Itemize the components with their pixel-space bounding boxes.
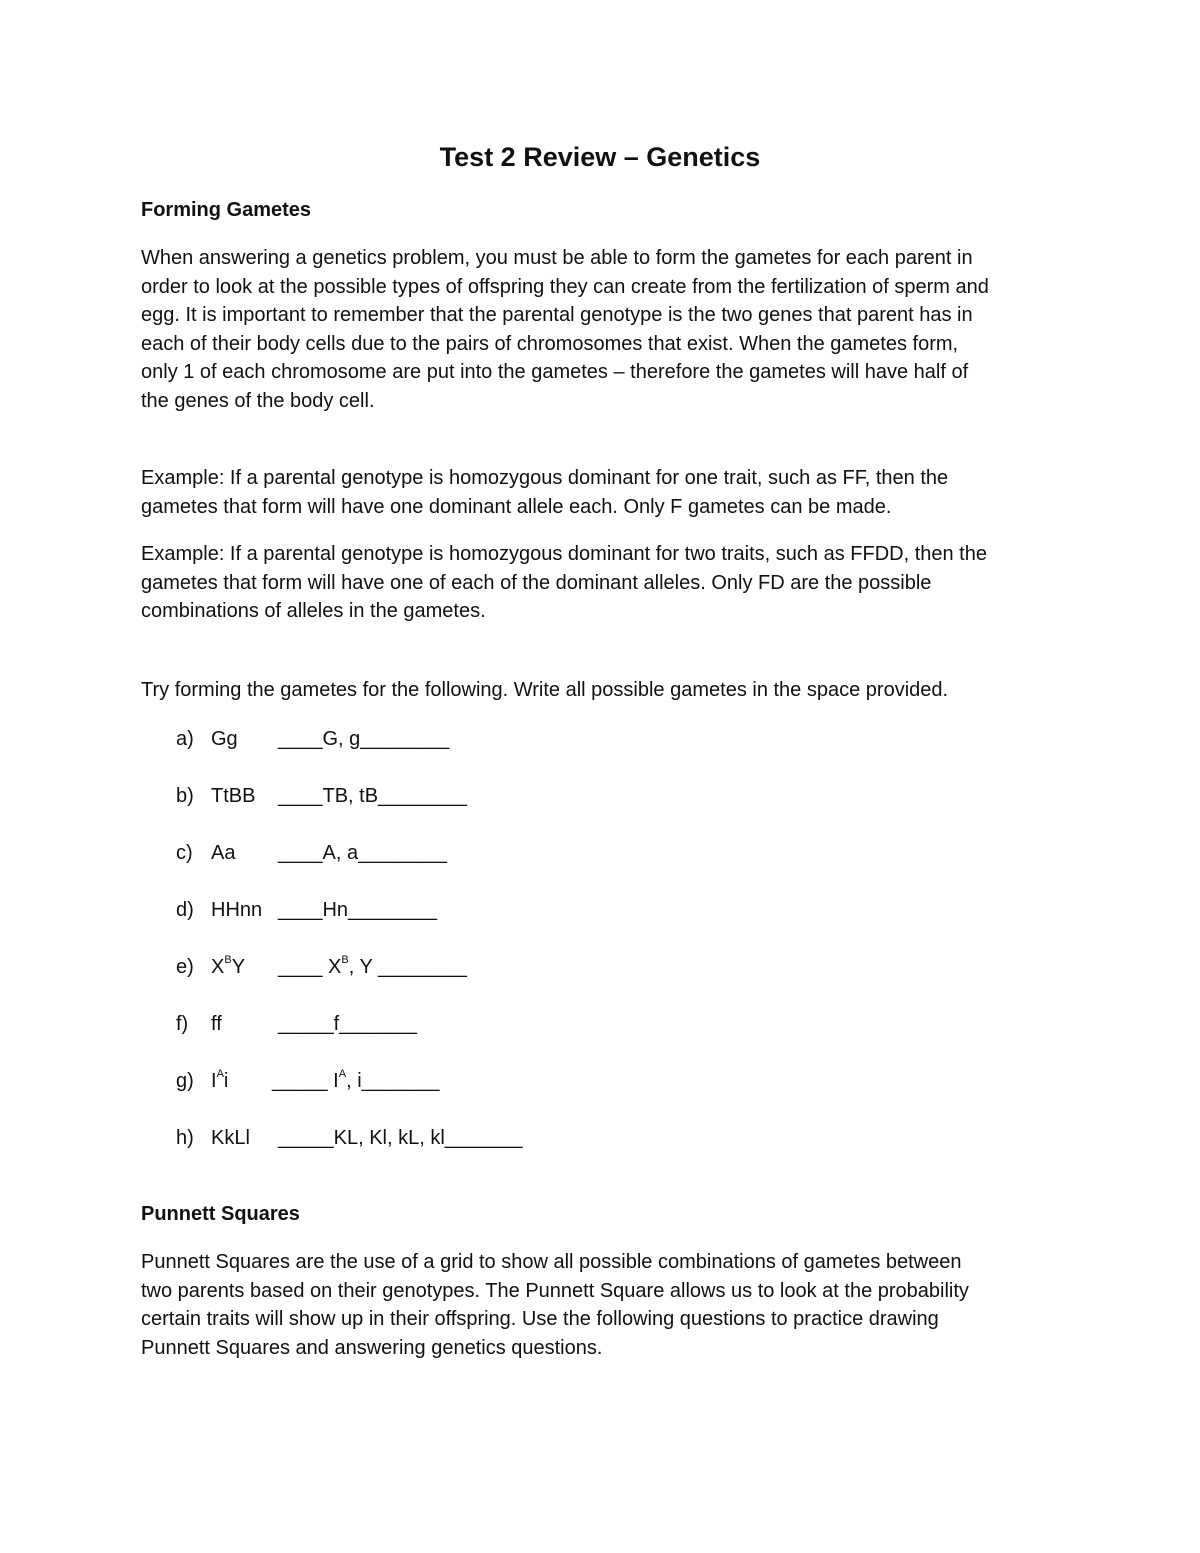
text-line: Example: If a parental genotype is homozygous dominant for one trait, such as FF, then the bbox=[141, 467, 949, 489]
text-line: order to look at the possible types of offspring they can create from the fertilization of sperm and bbox=[141, 275, 989, 298]
answer-post: , i_______ bbox=[346, 1070, 440, 1092]
item-label: f) bbox=[176, 1013, 189, 1035]
item-genotype: Gg bbox=[211, 728, 238, 750]
genotype-superscript: A bbox=[216, 1068, 224, 1081]
text-line: egg. It is important to remember that the parental genotype is the two genes that parent has in bbox=[141, 304, 973, 327]
section-heading-punnett-squares: Punnett Squares bbox=[141, 1203, 300, 1225]
item-label: c) bbox=[176, 842, 193, 864]
item-answer: _____f_______ bbox=[278, 1013, 418, 1035]
example-paragraph-1 bbox=[141, 464, 1071, 521]
item-label: d) bbox=[176, 899, 194, 921]
genotype-tail: Y bbox=[231, 956, 246, 978]
text-line: Punnett Squares and answering genetics questions. bbox=[141, 1336, 603, 1359]
answer-superscript: A bbox=[338, 1068, 347, 1081]
item-label: g) bbox=[176, 1070, 194, 1092]
answer-post: , Y ________ bbox=[348, 956, 468, 978]
answer-pre: _____ I bbox=[272, 1070, 339, 1092]
text-line: certain traits will show up in their offspring. Use the following questions to practice drawing bbox=[141, 1308, 939, 1331]
item-genotype bbox=[211, 1067, 228, 1095]
item-genotype: TtBB bbox=[211, 785, 256, 807]
text-line: the genes of the body cell. bbox=[141, 389, 375, 412]
text-line: Try forming the gametes for the following. Write all possible gametes in the space provided. bbox=[141, 679, 949, 701]
item-answer bbox=[278, 953, 467, 981]
genotype-superscript: B bbox=[224, 954, 232, 967]
text-line: gametes that form will have one dominant allele each. Only F gametes can be made. bbox=[141, 495, 892, 518]
text-line: two parents based on their genotypes. The Punnett Square allows us to look at the probability bbox=[141, 1279, 969, 1302]
text-line: When answering a genetics problem, you must be able to form the gametes for each parent in bbox=[141, 247, 973, 269]
item-answer: ____A, a________ bbox=[278, 842, 448, 864]
text-line: each of their body cells due to the pairs of chromosomes that exist. When the gametes form, bbox=[141, 332, 959, 355]
item-answer: ____TB, tB________ bbox=[278, 785, 468, 807]
item-genotype bbox=[211, 953, 245, 981]
item-genotype: Aa bbox=[211, 842, 236, 864]
item-label: a) bbox=[176, 728, 194, 750]
genotype-base: I bbox=[211, 1070, 217, 1092]
text-line: combinations of alleles in the gametes. bbox=[141, 600, 486, 623]
section-heading-forming-gametes: Forming Gametes bbox=[141, 199, 312, 221]
item-genotype: KkLl bbox=[211, 1127, 250, 1149]
instruction-paragraph bbox=[141, 676, 1071, 705]
item-genotype: ff bbox=[211, 1013, 222, 1035]
item-label: e) bbox=[176, 956, 194, 978]
example-paragraph-2 bbox=[141, 540, 1071, 626]
item-genotype: HHnn bbox=[211, 899, 263, 921]
genotype-tail: i bbox=[223, 1070, 229, 1092]
item-label: h) bbox=[176, 1127, 194, 1149]
item-answer: ____G, g________ bbox=[278, 728, 450, 750]
page-title: Test 2 Review – Genetics bbox=[439, 142, 761, 172]
answer-pre: ____ X bbox=[278, 956, 342, 978]
text-line: only 1 of each chromosome are put into the gametes – therefore the gametes will have half of bbox=[141, 361, 969, 384]
text-line: gametes that form will have one of each of the dominant alleles. Only FD are the possible bbox=[141, 571, 932, 594]
text-line: Example: If a parental genotype is homozygous dominant for two traits, such as FFDD, then the bbox=[141, 543, 987, 565]
item-answer: ____Hn________ bbox=[278, 899, 438, 921]
genotype-base: X bbox=[211, 956, 225, 978]
punnett-paragraph bbox=[141, 1248, 1071, 1362]
answer-superscript: B bbox=[341, 954, 349, 967]
intro-paragraph bbox=[141, 244, 1071, 416]
item-answer: _____KL, Kl, kL, kl_______ bbox=[278, 1127, 523, 1149]
item-label: b) bbox=[176, 785, 194, 807]
item-answer bbox=[272, 1067, 440, 1095]
text-line: Punnett Squares are the use of a grid to show all possible combinations of gametes between bbox=[141, 1251, 962, 1273]
